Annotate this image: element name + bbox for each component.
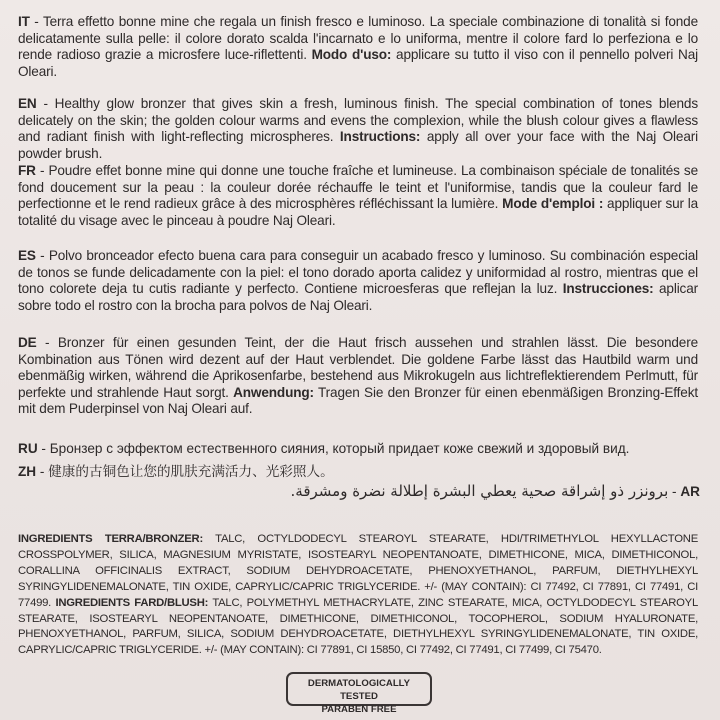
language-code: RU — [18, 441, 38, 456]
description-text: - Terra effetto bonne mine che regala un finish fresco e luminoso. La speciale combinazione di tonalità si fonde delicatamente sulla pelle: il colore dorato scalda l'incarnato e lo uniforma, mentre il colore fard lo perfeziona e lo rende radioso grazie a microsfere luce-riflettenti. — [18, 14, 698, 63]
usage-text: Tragen Sie den Bronzer für einen ebenmäßigen Bronzing-Effekt mit dem Puderpinsel von Naj Oleari auf. — [18, 384, 698, 417]
language-code: ES — [18, 248, 36, 263]
usage-label: Modo d'uso: — [311, 47, 392, 63]
usage-label: Mode d'emploi : — [502, 196, 604, 212]
usage-text: applicare su tutto il viso con il pennello polveri Naj Oleari. — [18, 47, 698, 79]
badge-line-2: PARABEN FREE — [321, 704, 397, 715]
language-code: AR — [680, 484, 700, 499]
language-code: EN — [18, 96, 37, 111]
section-german — [18, 335, 698, 418]
section-french — [18, 163, 698, 229]
section-arabic: AR - برونزر ذو إشراقة صحية يعطي البشرة إطلالة نضرة ومشرقة. — [290, 482, 700, 500]
usage-label: Instrucciones: — [562, 281, 654, 297]
ingredients-fard-text: TALC, POLYMETHYL METHACRYLATE, ZINC STEARATE, MICA, OCTYLDODECYL STEAROYL STEARATE, ISOSTEARYL NEOPENTANOATE, DIMETHICONE, DIMETHICONOL, TOCOPHEROL, SODIUM HYALURONATE, PHENOXYETHANOL, PARFUM, SILICA, SODIUM DEHYDROACETATE, DIETHYLHEXYL SYRINGYLIDENEMALONATE, TIN OXIDE, CAPRYLIC/CAPRIC TRIGLYCERIDE. +/- (MAY CONTAIN): CI 77891, CI 15850, CI 77492, CI 77491, CI 77499, CI 75470. — [18, 596, 698, 657]
description-text: - Polvo bronceador efecto buena cara para conseguir un acabado fresco y luminoso. Su combinación especial de tonos se funde delicadamente con la piel: el tono dorado aporta calidez y uniformidad al rostro, mientras que el tono colorete deja tu cutis radiante y perfecto. Contiene microesferas que reflejan la luz. — [18, 248, 698, 297]
badge-line-1: DERMATOLOGICALLY TESTED — [307, 678, 411, 702]
description-text: - Бронзер с эффектом естественного сияния, который придает коже свежий и здоровый вид. — [37, 441, 630, 456]
language-code: ZH — [18, 464, 37, 479]
language-code: IT — [18, 14, 30, 29]
usage-text: apply all over your face with the Naj Oleari powder brush. — [18, 129, 698, 161]
section-spanish — [18, 248, 698, 314]
ingredients-fard-label: INGREDIENTS FARD/BLUSH: — [55, 596, 209, 609]
ingredients-terra-text: TALC, OCTYLDODECYL STEAROYL STEARATE, HDI/TRIMETHYLOL HEXYLLACTONE CROSSPOLYMER, SILICA, MAGNESIUM MYRISTATE, ISOSTEARYL NEOPENTANOATE, DIMETHICONE, MICA, DIMETHICONOL, CORALLINA OFFICINALIS EXTRACT, SODIUM DEHYDROACETATE, PHENOXYETHANOL, PARFUM, DIETHYLHEXYL SYRINGYLIDENEMALONATE, TIN OXIDE, CAPRYLIC/CAPRIC TRIGLYCERIDE. +/- (MAY CONTAIN): CI 77492, CI 77891, CI 77491, CI 77499. — [18, 533, 698, 609]
usage-text: aplicar sobre todo el rostro con la brocha para polvos de Naj Oleari. — [18, 281, 698, 313]
usage-label: Anwendung: — [233, 384, 314, 400]
section-english — [18, 96, 698, 162]
description-text: - Poudre effet bonne mine qui donne une touche fraîche et lumineuse. La combinaison spéciale de tonalités se fond doucement sur la peau : la couleur dorée réchauffe le teint et l'uniformise, tandis que la couleur fard le perfectionne et le rend radieux grâce à des microsphères réfléchissant la lumière. — [18, 163, 698, 212]
description-text: - Healthy glow bronzer that gives skin a fresh, luminous finish. The special combination of tones blends delicately on the skin; the golden colour warms and evens the complexion, while the blush colour gives a flawless and radiant finish with light-reflecting microspheres. — [18, 96, 698, 145]
language-code: DE — [18, 335, 37, 350]
dermatologically-tested-badge — [286, 672, 432, 715]
section-russian — [18, 441, 698, 458]
description-text: - Bronzer für einen gesunden Teint, der die Haut frisch aussehen und strahlen lässt. Die besondere Kombination aus Tönen wird dezent auf der Haut verblendet. Die goldene Farbe lässt das Hautbild warm und ebenmäßig wirken, während die Aprikosenfarbe, bestehend aus Mikrokugeln aus lichtreflektierendem Perlmutt, für perfekte und strahlende Haut sorgt. — [18, 335, 698, 400]
usage-label: Instructions: — [339, 129, 421, 145]
section-chinese — [18, 464, 698, 481]
ingredients-terra-label: INGREDIENTS TERRA/BRONZER: — [18, 533, 203, 545]
ingredients-list — [18, 532, 698, 659]
description-text: - 健康的古铜色让您的肌肤充满活力、光彩照人。 — [36, 464, 334, 479]
description-text: برونزر ذو إشراقة صحية يعطي البشرة إطلالة نضرة ومشرقة. — [290, 482, 669, 500]
language-code: FR — [18, 163, 36, 178]
usage-text: appliquer sur la totalité du visage avec le pinceau à poudre Naj Oleari. — [18, 196, 698, 228]
section-italian — [18, 14, 698, 80]
